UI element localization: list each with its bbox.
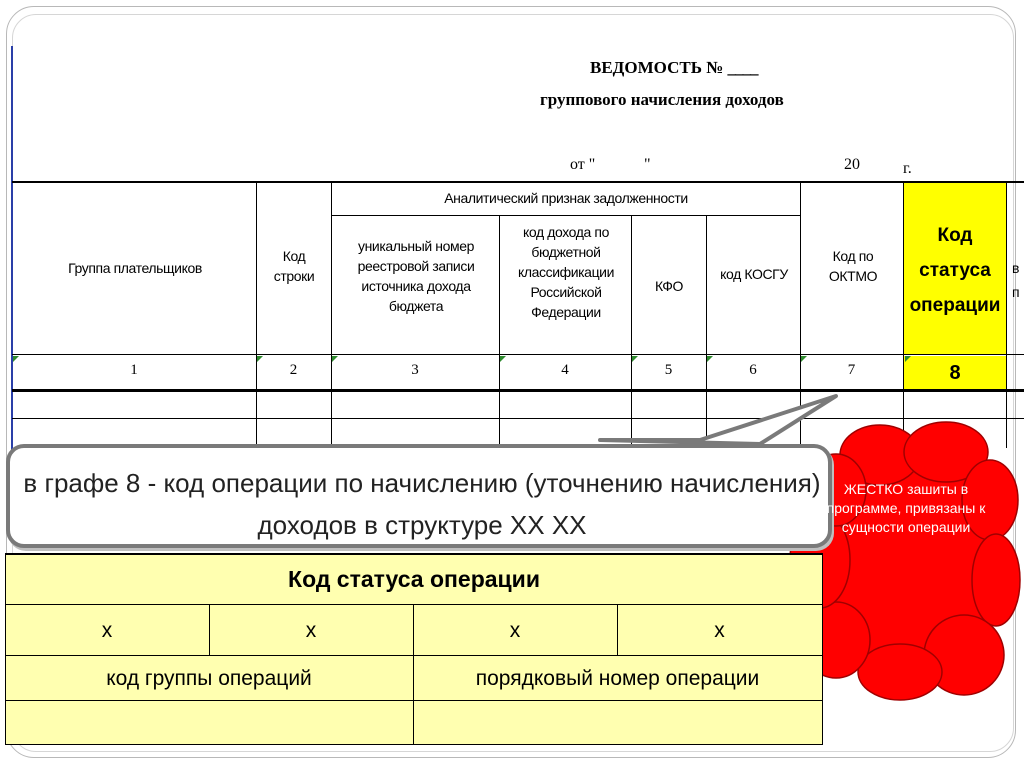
header-cut-2: п — [1012, 284, 1020, 300]
col-number: 4 — [561, 362, 569, 378]
status-cell-x: x — [509, 619, 521, 642]
col-number-status: 8 — [949, 362, 961, 384]
col-number: 3 — [411, 362, 419, 378]
col-number: 5 — [664, 362, 673, 378]
callout-text: в графе 8 - код операции по начислению (уточнению начисления) доходов в структуре XX XX — [23, 468, 821, 540]
st-line-3 — [5, 700, 823, 701]
st-line-1 — [5, 604, 823, 605]
header-payer-group: Группа плательщиков — [68, 260, 202, 276]
bubble-text: ЖЕСТКО зашиты в программе, привязаны к сущности операции — [826, 481, 986, 535]
callout-pointer — [600, 396, 836, 444]
col-number: 7 — [847, 362, 856, 378]
label-operation-number: порядковый номер операции — [475, 667, 760, 690]
col-number: 6 — [749, 362, 757, 378]
title-number-blank: ____ — [727, 58, 758, 77]
st-border-bottom — [5, 744, 823, 745]
status-cell-x: x — [101, 619, 113, 642]
col-number: 1 — [130, 362, 138, 378]
status-cell-x: x — [305, 619, 317, 642]
date-g: г. — [903, 160, 912, 177]
header-analytic: Аналитический признак задолженности — [444, 190, 688, 206]
date-quote: " — [644, 156, 651, 173]
label-operation-group: код группы операций — [106, 667, 312, 690]
date-from: от " — [570, 156, 596, 173]
status-cell-x: x — [714, 619, 725, 642]
st-border-top — [5, 553, 823, 555]
document-subtitle: группового начисления доходов — [540, 90, 784, 109]
header-income-code: код дохода по бюджетной классификации Российской Федерации — [517, 224, 615, 320]
header-row-code: Код строки — [273, 248, 315, 284]
col-number: 2 — [289, 362, 298, 378]
st-line-2 — [5, 655, 823, 656]
date-year: 20 — [844, 156, 860, 173]
header-kosgu: код КОСГУ — [720, 266, 788, 282]
header-unique-number: уникальный номер реестровой записи источника дохода бюджета — [357, 238, 475, 314]
status-table-title: Код статуса операции — [288, 566, 540, 592]
header-cut-1: в — [1012, 260, 1020, 276]
title-text: ВЕДОМОСТЬ № — [590, 58, 724, 77]
header-kfo: КФО — [654, 278, 683, 294]
header-status-code: Код статуса операции — [909, 225, 1001, 316]
header-oktmo: Код по ОКТМО — [828, 248, 878, 284]
